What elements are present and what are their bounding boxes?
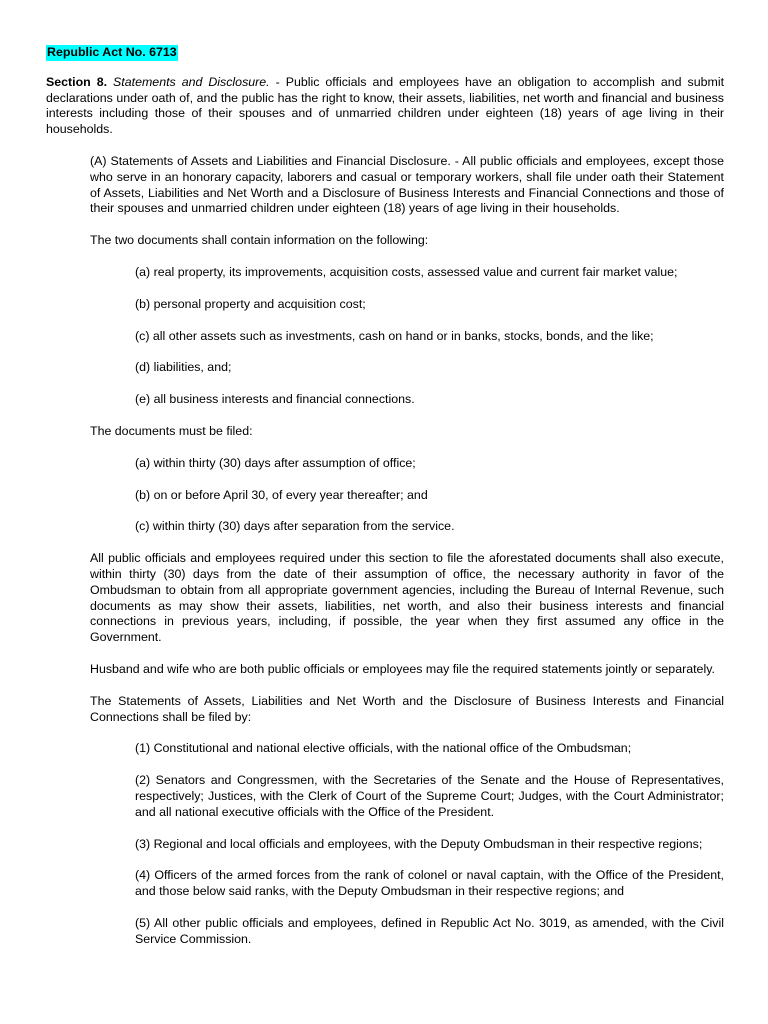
filing-intro: The documents must be filed: xyxy=(90,423,253,438)
section-body: - Public officials and employees have an obligation to accomplish and submit declarations under oath of, and the public has the right to know, their assets, liabilities, net worth and financial and business interests including those of their spouses and of unmarried children under eighteen (18) years of age living in their households. xyxy=(46,74,725,137)
documents-intro: The two documents shall contain information on the following: xyxy=(90,233,429,248)
filed-by-item-5: (5) All other public officials and employees, defined in Republic Act No. 3019, as amended, with the Civil Service Commission. xyxy=(135,915,724,946)
filed-by-item-1: (1) Constitutional and national elective officials, with the national office of the Ombudsman; xyxy=(135,741,632,756)
filed-by-item-3: (3) Regional and local officials and employees, with the Deputy Ombudsman in their respective regions; xyxy=(135,836,703,851)
documents-item-a: (a) real property, its improvements, acquisition costs, assessed value and current fair market value; xyxy=(135,264,678,279)
filing-item-c: (c) within thirty (30) days after separation from the service. xyxy=(135,519,455,534)
document-title: Republic Act No. 6713 xyxy=(47,45,177,59)
filed-by-intro: The Statements of Assets, Liabilities and Net Worth and the Disclosure of Business Interests and Financial Connections shall be filed by: xyxy=(90,693,724,724)
section-number: Section 8. xyxy=(46,74,108,89)
section-heading: Statements and Disclosure. xyxy=(113,74,270,89)
documents-item-e: (e) all business interests and financial connections. xyxy=(135,392,415,407)
authority-paragraph: All public officials and employees required under this section to file the aforestated documents shall also execute, within thirty (30) days from the date of their assumption of office, the necessary authority in favor of the Ombudsman to obtain from all appropriate government agencies, including the Bureau of Internal Revenue, such documents as may show their assets, liabilities, net worth, and also their business interests and financial connections in previous years, including, if possible, the year when they first assumed any office in the Government. xyxy=(90,551,724,645)
filing-item-b: (b) on or before April 30, of every year thereafter; and xyxy=(135,487,428,502)
paragraph-a: (A) Statements of Assets and Liabilities and Financial Disclosure. - All public officials and employees, except those who serve in an honorary capacity, laborers and casual or temporary workers, shall file under oath their Statement of Assets, Liabilities and Net Worth and a Disclosure of Business Interests and Financial Connections and those of their spouses and unmarried children under eighteen (18) years of age living in their households. xyxy=(90,153,724,216)
documents-item-b: (b) personal property and acquisition cost; xyxy=(135,296,366,311)
filed-by-item-2: (2) Senators and Congressmen, with the Secretaries of the Senate and the House of Representatives, respectively; Justices, with the Clerk of Court of the Supreme Court; Judges, with the Court Administrator; and all national executive officials with the Office of the President. xyxy=(135,773,724,819)
documents-item-c: (c) all other assets such as investments, cash on hand or in banks, stocks, bonds, and the like; xyxy=(135,328,654,343)
documents-item-d: (d) liabilities, and; xyxy=(135,360,232,375)
filed-by-item-4: (4) Officers of the armed forces from the rank of colonel or naval captain, with the Office of the President, and those below said ranks, with the Deputy Ombudsman in their respective regions; and xyxy=(135,868,724,899)
section-8-paragraph xyxy=(46,75,724,138)
spouse-paragraph: Husband and wife who are both public officials or employees may file the required statements jointly or separately. xyxy=(90,661,715,676)
filing-item-a: (a) within thirty (30) days after assumption of office; xyxy=(135,455,416,470)
